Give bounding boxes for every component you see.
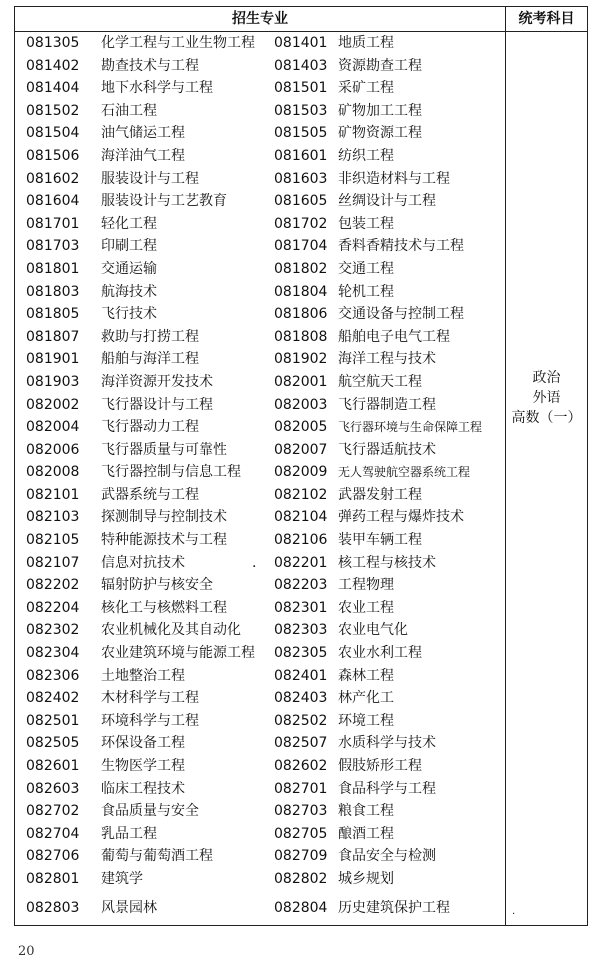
major-name: 历史建筑保护工程 (338, 899, 450, 916)
major-code: 081604 (26, 193, 80, 210)
major-name: 武器发射工程 (338, 486, 422, 503)
major-code: 082302 (26, 622, 80, 639)
major-code: 082201 (274, 554, 328, 571)
major-code: 082005 (274, 419, 328, 436)
major-name: 装甲车辆工程 (338, 532, 422, 549)
table-row (15, 213, 505, 236)
major-name: 交通设备与控制工程 (338, 306, 464, 323)
major-name: 特种能源技术与工程 (101, 532, 227, 549)
major-name: 核化工与核燃料工程 (101, 599, 227, 616)
major-name: 飞行器设计与工程 (101, 396, 213, 413)
major-code: 082802 (274, 870, 328, 887)
major-code: 081401 (274, 35, 328, 51)
major-name: 农业水利工程 (338, 645, 422, 662)
major-name: 临床工程技术 (101, 780, 185, 797)
major-code: 082601 (26, 758, 80, 774)
major-code: 081803 (26, 283, 80, 300)
major-name: 油气储运工程 (101, 125, 185, 142)
table-row (15, 416, 505, 439)
major-name: 交通运输 (101, 260, 157, 277)
major-code: 081403 (274, 57, 328, 74)
major-code: 081804 (274, 283, 328, 300)
major-code: 082706 (26, 848, 80, 865)
table-row (15, 823, 505, 846)
table-row (15, 235, 505, 258)
major-name: 水质科学与技术 (338, 735, 436, 752)
major-code: 082003 (274, 396, 328, 413)
major-name: 食品科学与工程 (338, 780, 436, 797)
major-code: 081807 (26, 328, 80, 345)
major-code: 081802 (274, 260, 328, 277)
major-name: 无人驾驶航空器系统工程 (338, 465, 471, 480)
major-name: 飞行器动力工程 (101, 419, 199, 436)
major-code: 081601 (274, 147, 328, 164)
table-header (15, 7, 587, 32)
major-code: 082104 (274, 509, 328, 526)
major-name: 轻化工程 (101, 215, 157, 232)
major-name: 食品安全与检测 (338, 848, 436, 865)
major-code: 082306 (26, 667, 80, 684)
major-name: 化学工程与工业生物工程 (101, 35, 255, 51)
major-code: 081305 (26, 35, 80, 51)
major-name: 资源勘查工程 (338, 57, 422, 74)
major-name: 环境科学与工程 (101, 712, 199, 729)
table-row (15, 845, 505, 868)
major-code: 082603 (26, 780, 80, 797)
major-code: 082804 (274, 899, 328, 916)
page-number: 20 (18, 944, 35, 959)
major-name: 建筑学 (101, 870, 143, 887)
table-row (15, 778, 505, 801)
major-name: 飞行器控制与信息工程 (101, 464, 241, 481)
major-name: 救助与打捞工程 (101, 328, 199, 345)
table-row (15, 642, 505, 665)
major-name: 弹药工程与爆炸技术 (338, 509, 464, 526)
major-name: 海洋资源开发技术 (101, 373, 213, 390)
major-name: 农业工程 (338, 599, 394, 616)
major-code: 082702 (26, 803, 80, 820)
table-row (15, 710, 505, 733)
major-code: 081903 (26, 373, 80, 390)
major-name: 酿酒工程 (338, 825, 394, 842)
major-code: 081702 (274, 215, 328, 232)
table-row (15, 258, 505, 281)
major-name: 石油工程 (101, 102, 157, 119)
major-name: 林产化工 (338, 690, 394, 707)
major-name: 食品质量与安全 (101, 803, 199, 820)
major-name: 乳品工程 (101, 825, 157, 842)
major-name: 土地整治工程 (101, 667, 185, 684)
major-code: 082401 (274, 667, 328, 684)
table-row (15, 32, 505, 55)
major-code: 082203 (274, 577, 328, 594)
major-code: 081505 (274, 125, 328, 142)
major-code: 082701 (274, 780, 328, 797)
table-row (15, 371, 505, 394)
major-name: 航空航天工程 (338, 373, 422, 390)
major-code: 082304 (26, 645, 80, 662)
exam-subject: 高数（一） (511, 410, 582, 426)
table-row (15, 484, 505, 507)
major-code: 081502 (26, 102, 80, 119)
admissions-table (14, 6, 588, 926)
table-row (15, 552, 505, 575)
major-name: 风景园林 (101, 899, 157, 916)
major-name: 印刷工程 (101, 238, 157, 255)
major-name: 服装设计与工艺教育 (101, 193, 227, 210)
major-name: 矿物资源工程 (338, 125, 422, 142)
major-code: 082103 (26, 509, 80, 526)
major-name: 勘查技术与工程 (101, 57, 199, 74)
major-name: 矿物加工工程 (338, 102, 422, 119)
major-code: 082105 (26, 532, 80, 549)
table-row (15, 122, 505, 145)
major-name: 包装工程 (338, 215, 394, 232)
table-row (15, 755, 505, 778)
major-name: 环保设备工程 (101, 735, 185, 752)
major-name: 工程物理 (338, 577, 394, 594)
major-name: 轮机工程 (338, 283, 394, 300)
major-name: 农业电气化 (338, 622, 408, 639)
stray-mark: . (512, 906, 516, 917)
major-name: 农业建筑环境与能源工程 (101, 645, 255, 662)
major-name: 服装设计与工程 (101, 170, 199, 187)
major-name: 非织造材料与工程 (338, 170, 450, 187)
table-row (15, 732, 505, 755)
major-name: 城乡规划 (338, 870, 394, 887)
major-name: 飞行器适航技术 (338, 441, 436, 458)
major-code: 081503 (274, 102, 328, 119)
table-row (15, 190, 505, 213)
major-code: 081701 (26, 215, 80, 232)
header-major: 招生专业 (232, 11, 288, 27)
major-name: 船舶与海洋工程 (101, 351, 199, 368)
table-row (15, 868, 505, 891)
major-name: 农业机械化及其自动化 (101, 622, 241, 639)
major-code: 081801 (26, 260, 80, 277)
major-code: 082803 (26, 899, 80, 916)
major-code: 082106 (274, 532, 328, 549)
stray-mark: . (252, 554, 257, 571)
major-code: 082703 (274, 803, 328, 820)
table-row (15, 529, 505, 552)
table-row (15, 897, 505, 920)
major-name: 海洋工程与技术 (338, 351, 436, 368)
major-name: 海洋油气工程 (101, 147, 185, 164)
major-code: 082709 (274, 848, 328, 865)
major-code: 082202 (26, 577, 80, 594)
major-code: 082801 (26, 870, 80, 887)
major-code: 082705 (274, 825, 328, 842)
table-row (15, 281, 505, 304)
table-row (15, 100, 505, 123)
major-name: 假肢矫形工程 (338, 758, 422, 774)
major-rows (15, 32, 505, 919)
major-code: 082007 (274, 441, 328, 458)
major-code: 082505 (26, 735, 80, 752)
major-code: 082502 (274, 712, 328, 729)
major-code: 082107 (26, 554, 80, 571)
major-code: 082501 (26, 712, 80, 729)
table-row (15, 145, 505, 168)
table-row (15, 574, 505, 597)
major-code: 082001 (274, 373, 328, 390)
table-row (15, 800, 505, 823)
table-row (15, 665, 505, 688)
table-row (15, 461, 505, 484)
major-name: 粮食工程 (338, 803, 394, 820)
major-code: 082009 (274, 464, 328, 481)
exam-subject: 外语 (532, 390, 561, 406)
major-name: 纺织工程 (338, 147, 394, 164)
major-code: 082204 (26, 599, 80, 616)
major-name: 核工程与核技术 (338, 554, 436, 571)
major-name: 船舶电子电气工程 (338, 328, 450, 345)
major-code: 082004 (26, 419, 80, 436)
major-code: 081402 (26, 57, 80, 74)
major-code: 081902 (274, 351, 328, 368)
major-name: 生物医学工程 (101, 758, 185, 774)
table-row (15, 77, 505, 100)
exam-subject: 政治 (532, 370, 561, 386)
major-code: 082008 (26, 464, 80, 481)
major-name: 飞行技术 (101, 306, 157, 323)
table-row (15, 348, 505, 371)
table-row (15, 619, 505, 642)
table-row (15, 303, 505, 326)
major-name: 采矿工程 (338, 80, 394, 97)
major-code: 081504 (26, 125, 80, 142)
major-code: 082403 (274, 690, 328, 707)
table-row (15, 506, 505, 529)
major-name: 葡萄与葡萄酒工程 (101, 848, 213, 865)
major-code: 082402 (26, 690, 80, 707)
major-code: 081806 (274, 306, 328, 323)
major-code: 082102 (274, 486, 328, 503)
major-code: 081605 (274, 193, 328, 210)
major-code: 082602 (274, 758, 328, 774)
major-name: 辐射防护与核安全 (101, 577, 213, 594)
major-code: 081805 (26, 306, 80, 323)
major-name: 航海技术 (101, 283, 157, 300)
major-name: 飞行器环境与生命保障工程 (338, 420, 483, 435)
table-row (15, 394, 505, 417)
major-code: 081602 (26, 170, 80, 187)
major-code: 081506 (26, 147, 80, 164)
major-code: 081704 (274, 238, 328, 255)
major-name: 香料香精技术与工程 (338, 238, 464, 255)
major-code: 081404 (26, 80, 80, 97)
major-name: 信息对抗技术 (101, 554, 185, 571)
major-code: 082006 (26, 441, 80, 458)
major-name: 地质工程 (338, 35, 394, 51)
major-code: 081808 (274, 328, 328, 345)
major-name: 森林工程 (338, 667, 394, 684)
table-row (15, 439, 505, 462)
major-name: 探测制导与控制技术 (101, 509, 227, 526)
major-code: 081703 (26, 238, 80, 255)
major-code: 082301 (274, 599, 328, 616)
major-code: 082704 (26, 825, 80, 842)
major-name: 丝绸设计与工程 (338, 193, 436, 210)
column-divider (505, 7, 506, 925)
table-row (15, 597, 505, 620)
major-code: 081501 (274, 80, 328, 97)
major-name: 飞行器质量与可靠性 (101, 441, 227, 458)
major-code: 081603 (274, 170, 328, 187)
major-name: 武器系统与工程 (101, 486, 199, 503)
major-name: 飞行器制造工程 (338, 396, 436, 413)
major-code: 082507 (274, 735, 328, 752)
major-code: 082305 (274, 645, 328, 662)
table-row (15, 326, 505, 349)
major-code: 081901 (26, 351, 80, 368)
major-code: 082101 (26, 486, 80, 503)
major-name: 地下水科学与工程 (101, 80, 213, 97)
major-code: 082002 (26, 396, 80, 413)
header-exam-subjects: 统考科目 (518, 11, 575, 27)
major-code: 082303 (274, 622, 328, 639)
table-row (15, 55, 505, 78)
major-name: 木材科学与工程 (101, 690, 199, 707)
table-row (15, 168, 505, 191)
major-name: 交通工程 (338, 260, 394, 277)
exam-subjects-cell (506, 368, 587, 428)
table-row (15, 687, 505, 710)
major-name: 环境工程 (338, 712, 394, 729)
